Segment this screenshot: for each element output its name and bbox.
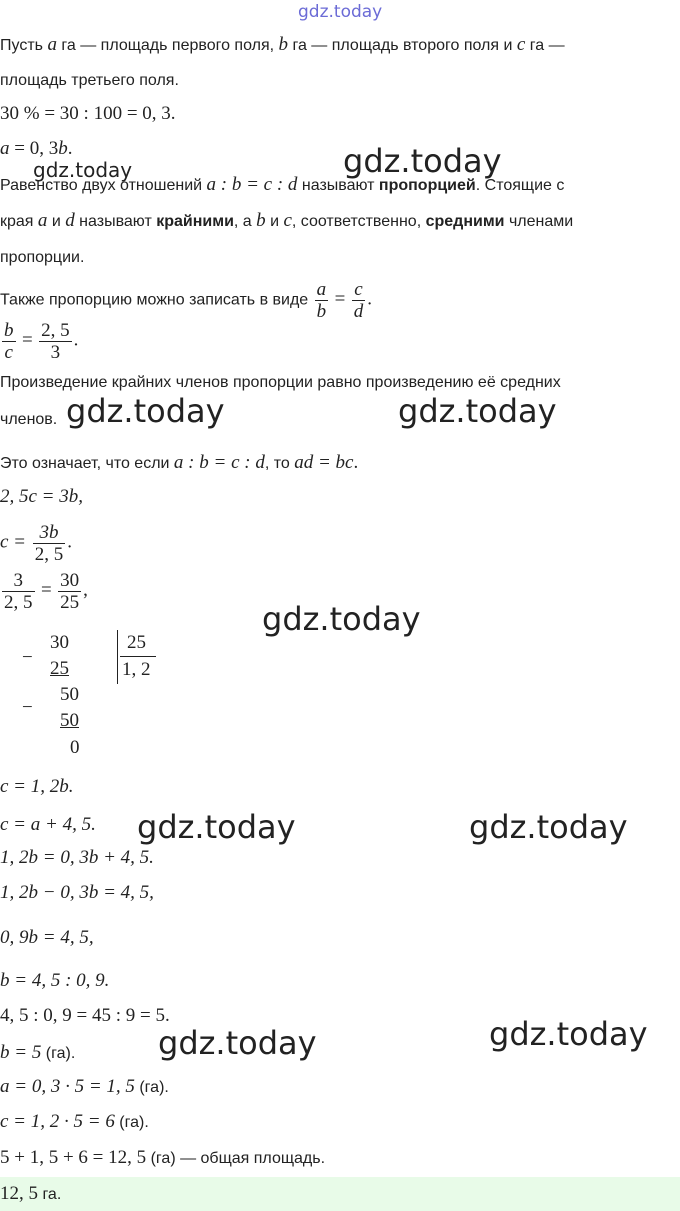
subtrahend: 25 bbox=[50, 658, 69, 679]
watermark: gdz.today bbox=[343, 142, 502, 180]
text-line: Также пропорцию можно записать в виде $\frac{a}{b}$ = $\frac{c}{d}$ . bbox=[0, 279, 372, 322]
watermark: gdz.today bbox=[33, 158, 133, 182]
math-line: 4, 5 : 0, 9 = 45 : 9 = 5. bbox=[0, 1005, 170, 1026]
text-line: Равенство двух отношений a : b = c : d называют пропорцией. Стоящие с bbox=[0, 174, 565, 195]
text-line: Это означает, что если a : b = c : d, то ad = bc. bbox=[0, 452, 359, 473]
text-line: площадь третьего поля. bbox=[0, 72, 179, 89]
subtrahend: 50 bbox=[60, 710, 79, 731]
answer-highlight bbox=[0, 1177, 680, 1211]
text-line: Произведение крайних членов пропорции равно произведению её средних bbox=[0, 374, 561, 391]
final-remainder: 0 bbox=[70, 737, 80, 758]
math-line: 2, 5c = 3b, bbox=[0, 486, 84, 507]
watermark: gdz.today bbox=[158, 1024, 317, 1062]
fraction: $\frac{c}{d}$ bbox=[353, 279, 364, 322]
watermark: gdz.today bbox=[489, 1015, 648, 1053]
minus-sign: − bbox=[22, 647, 33, 668]
math-line: c = 1, 2 · 5 = 6 (га). bbox=[0, 1111, 149, 1132]
text-line: Пусть a га — площадь первого поля, b га — площадь второго поля и c га — bbox=[0, 34, 565, 55]
text-line: пропорции. bbox=[0, 249, 85, 266]
fraction: $\frac{2, 5}{3}$ bbox=[41, 320, 70, 363]
division-line bbox=[120, 656, 156, 657]
quotient: 1, 2 bbox=[122, 659, 151, 680]
math-line: c = 1, 2b. bbox=[0, 776, 74, 797]
math-line: b = 4, 5 : 0, 9. bbox=[0, 970, 110, 991]
watermark: gdz.today bbox=[398, 392, 557, 430]
math-line: c = a + 4, 5. bbox=[0, 814, 96, 835]
math-line: 5 + 1, 5 + 6 = 12, 5 (га) — общая площадь. bbox=[0, 1147, 326, 1168]
fraction: $\frac{3b}{2, 5}$ bbox=[34, 522, 64, 565]
watermark: gdz.today bbox=[66, 392, 225, 430]
watermark: gdz.today bbox=[137, 808, 296, 846]
divisor: 25 bbox=[127, 632, 146, 653]
math-line: c = $\frac{3b}{2, 5}$ . bbox=[0, 522, 73, 565]
watermark: gdz.today bbox=[469, 808, 628, 846]
text-line: членов. bbox=[0, 411, 58, 428]
math-line: $\frac{b}{c}$ = $\frac{2, 5}{3}$ . bbox=[4, 320, 79, 363]
math-line: $\frac{3}{2, 5}$ = $\frac{30}{25}$ , bbox=[4, 570, 88, 613]
fraction: $\frac{a}{b}$ bbox=[316, 279, 327, 322]
fraction: $\frac{b}{c}$ bbox=[4, 320, 14, 363]
dividend: 30 bbox=[50, 632, 69, 653]
text-line: края a и d называют крайними, а b и c, соответственно, средними членами bbox=[0, 210, 574, 231]
math-line: 30 % = 30 : 100 = 0, 3. bbox=[0, 103, 176, 124]
watermark-top: gdz.today bbox=[298, 2, 383, 22]
math-line: a = 0, 3 · 5 = 1, 5 (га). bbox=[0, 1076, 169, 1097]
watermark: gdz.today bbox=[262, 600, 421, 638]
fraction: $\frac{3}{2, 5}$ bbox=[4, 570, 33, 613]
math-line: a = 0, 3b. bbox=[0, 138, 73, 159]
remainder: 50 bbox=[60, 684, 79, 705]
division-bar bbox=[117, 630, 118, 684]
minus-sign: − bbox=[22, 697, 33, 718]
math-line: 1, 2b = 0, 3b + 4, 5. bbox=[0, 847, 154, 868]
fraction: $\frac{30}{25}$ bbox=[60, 570, 80, 613]
math-line: b = 5 (га). bbox=[0, 1042, 76, 1063]
answer-line: 12, 5 га. bbox=[0, 1183, 62, 1204]
math-line: 1, 2b − 0, 3b = 4, 5, bbox=[0, 882, 154, 903]
math-line: 0, 9b = 4, 5, bbox=[0, 927, 94, 948]
